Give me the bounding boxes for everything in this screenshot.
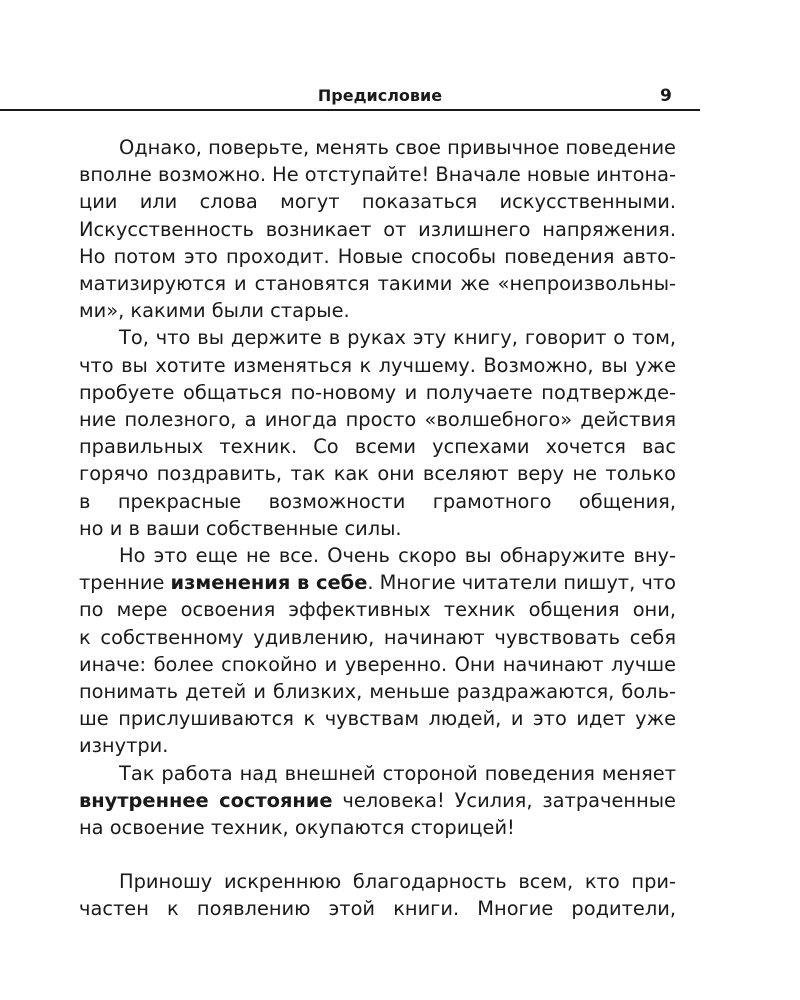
text-line: горячо поздравить, так как они вселяют веру не только	[79, 462, 676, 486]
text-line: То, что вы держите в руках эту книгу, говорит о том,	[119, 326, 676, 350]
text-run: тренние	[79, 571, 171, 595]
text-line: в прекрасные возможности грамотного общения,	[79, 489, 676, 513]
text-line: ше прислушиваются к чувствам людей, и это идет уже	[79, 707, 676, 731]
text-line: на освоение техник, окупаются сторицей!	[79, 816, 515, 840]
paragraph-1	[79, 134, 676, 324]
text-line: иначе: более спокойно и уверенно. Они начинают лучше	[79, 652, 676, 676]
text-line: Искусственность возникает от излишнего напряжения.	[79, 217, 676, 241]
text-line: Однако, поверьте, менять свое привычное поведение	[119, 136, 676, 159]
text-line: изнутри.	[79, 734, 169, 758]
header-rule	[0, 109, 700, 111]
text-line-with-emphasis	[79, 569, 676, 596]
text-line: к собственному удивлению, начинают чувствовать себя	[79, 625, 676, 649]
text-line: вполне возможно. Не отступайте! Вначале новые интона-	[79, 163, 676, 187]
text-line: Приношу искреннюю благодарность всем, кто при-	[119, 870, 676, 894]
text-run: . Многие читатели пишут, что	[367, 571, 676, 595]
paragraph-2	[79, 324, 676, 542]
text-line: по мере освоения эффективных техник общения они,	[79, 598, 676, 622]
text-line: Но потом это проходит. Новые способы поведения авто-	[79, 244, 676, 268]
paragraph-3	[79, 542, 676, 760]
text-line: понимать детей и близких, меньше раздражаются, боль-	[79, 680, 676, 704]
bold-emphasis: внутреннее состояние	[79, 788, 333, 812]
text-line-with-emphasis	[79, 787, 676, 814]
text-line: что вы хотите изменяться к лучшему. Возможно, вы уже	[79, 353, 676, 377]
text-line: Так работа над внешней стороной поведения меняет	[119, 761, 676, 785]
text-line: частен к появлению этой книги. Многие родители,	[79, 897, 676, 921]
text-line: ми», какими были старые.	[79, 299, 350, 323]
text-run: человека! Усилия, затраченные	[332, 788, 676, 812]
text-line: ции или слова могут показаться искусственными.	[79, 190, 676, 214]
running-header	[0, 84, 800, 112]
text-line: пробуете общаться по-новому и получаете подтвержде-	[79, 380, 676, 404]
paragraph-5	[79, 868, 676, 922]
paragraph-4	[79, 760, 676, 842]
text-line: правильных техник. Со всеми успехами хочется вас	[79, 435, 676, 459]
body-text	[79, 134, 676, 923]
text-line: ние полезного, а иногда просто «волшебного» действия	[79, 408, 676, 432]
text-line: матизируются и становятся такими же «непроизвольны-	[79, 272, 676, 296]
text-line: Но это еще не все. Очень скоро вы обнаружите вну-	[119, 544, 676, 568]
bold-emphasis: изменения в себе	[170, 571, 368, 595]
chapter-title: Предисловие	[317, 86, 443, 105]
page-number: 9	[660, 86, 672, 106]
text-line: но и в ваши собственные силы.	[79, 516, 402, 540]
